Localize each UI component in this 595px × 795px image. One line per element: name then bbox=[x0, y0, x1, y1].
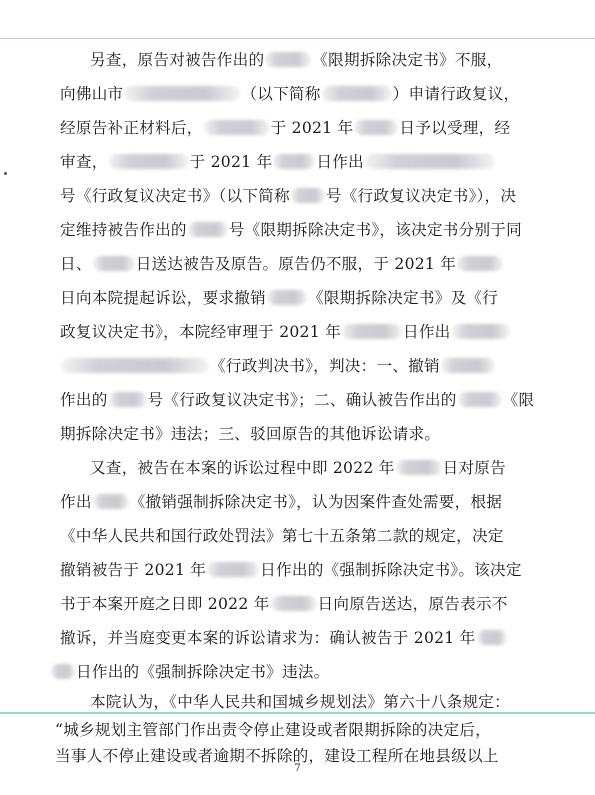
text-segment: 日对原告 bbox=[442, 459, 506, 477]
text-line bbox=[60, 388, 534, 412]
text-segment: 日作出的《强制拆除决定书》违法。 bbox=[76, 663, 330, 681]
text-line bbox=[60, 184, 516, 208]
text-segment: 《中华人民共和国行政处罚法》第七十五条第二款的规定，决定 bbox=[60, 527, 504, 545]
text-line bbox=[60, 82, 519, 106]
redaction bbox=[477, 630, 507, 645]
text-segment: 《限 bbox=[502, 391, 535, 409]
text-line bbox=[60, 626, 508, 650]
text-segment: 又查，被告在本案的诉讼过程中即 2022 年 bbox=[90, 459, 395, 477]
text-segment: 日作出的《强制拆除决定书》。该决定 bbox=[260, 561, 522, 579]
text-line bbox=[60, 524, 504, 548]
text-segment: 日向原告送达，原告表示不 bbox=[317, 595, 508, 613]
redaction bbox=[322, 86, 392, 101]
text-segment: 作出 bbox=[60, 493, 92, 511]
text-segment: （以下简称 bbox=[241, 85, 321, 103]
text-line bbox=[90, 690, 510, 714]
redaction bbox=[354, 120, 398, 135]
text-segment: 书于本案开庭之日即 2022 年 bbox=[60, 595, 270, 613]
text-line bbox=[60, 218, 522, 242]
redaction bbox=[396, 460, 442, 475]
redaction bbox=[271, 596, 317, 611]
redaction bbox=[267, 290, 307, 305]
text-line bbox=[90, 48, 502, 72]
redaction bbox=[61, 358, 209, 373]
text-segment: 于 2021 年 bbox=[189, 153, 273, 171]
text-segment: 定维持被告作出的 bbox=[60, 221, 187, 239]
text-segment: 审查， bbox=[60, 153, 108, 171]
text-segment: 另查，原告对被告作出的 bbox=[90, 51, 265, 69]
text-line bbox=[60, 354, 496, 378]
redaction bbox=[124, 86, 240, 101]
page-number: 7 bbox=[294, 763, 301, 774]
redaction bbox=[204, 120, 270, 135]
redaction bbox=[441, 358, 495, 373]
redaction bbox=[273, 154, 315, 169]
text-line bbox=[60, 150, 496, 174]
text-segment: 《撤销强制拆除决定书》，认为因案件查处需要，根据 bbox=[129, 493, 503, 511]
scan-edge-bottom bbox=[0, 712, 595, 714]
text-segment: 号《行政复议决定书》；二、确认被告作出的 bbox=[147, 391, 457, 409]
text-segment: 日向本院提起诉讼，要求撤销 bbox=[60, 289, 266, 307]
text-segment: 撤诉，并当庭变更本案的诉讼请求为：确认被告于 2021 年 bbox=[60, 629, 476, 647]
text-segment: 日作出 bbox=[316, 153, 364, 171]
text-segment: 号《行政复议决定书》），决 bbox=[325, 187, 517, 205]
text-line bbox=[60, 592, 508, 616]
text-line bbox=[60, 490, 502, 514]
text-segment: 号《限期拆除决定书》，该决定书分别于同 bbox=[228, 221, 522, 239]
text-segment: 于 2021 年 bbox=[270, 119, 354, 137]
text-line bbox=[60, 286, 498, 310]
text-line bbox=[90, 456, 506, 480]
redaction bbox=[365, 154, 495, 169]
redaction bbox=[93, 256, 135, 271]
text-segment: 期拆除决定书》违法；三、驳回原告的其他诉讼请求。 bbox=[60, 425, 441, 443]
redaction bbox=[452, 324, 510, 339]
text-segment: 经原告补正材料后， bbox=[60, 119, 203, 137]
text-line bbox=[60, 558, 522, 582]
text-segment: 本院认为，《中华人民共和国城乡规划法》第六十八条规定： bbox=[90, 693, 510, 711]
redaction bbox=[207, 562, 259, 577]
text-segment: 《限期拆除决定书》不服， bbox=[312, 51, 503, 69]
text-segment: 日作出 bbox=[402, 323, 451, 341]
text-line bbox=[60, 116, 510, 140]
text-segment: 作出的 bbox=[60, 391, 108, 409]
redaction bbox=[109, 392, 147, 407]
redaction bbox=[93, 494, 129, 509]
text-line bbox=[60, 320, 511, 344]
text-segment: 《限期拆除决定书》及《行 bbox=[307, 289, 499, 307]
redaction bbox=[265, 52, 311, 67]
text-segment: 号《行政复议决定书》（以下简称 bbox=[60, 187, 290, 205]
text-line bbox=[60, 252, 504, 276]
redaction bbox=[109, 154, 189, 169]
redaction bbox=[342, 324, 402, 339]
text-segment: 向佛山市 bbox=[60, 85, 124, 103]
text-segment: “城乡规划主管部门作出责令停止建设或者限期拆除的决定后， bbox=[55, 721, 492, 739]
text-line bbox=[55, 718, 491, 742]
text-segment: 当事人不停止建设或者逾期不拆除的，建设工程所在地县级以上 bbox=[55, 747, 499, 765]
redaction bbox=[51, 664, 75, 679]
text-segment: 日送达被告及原告。原告仍不服，于 2021 年 bbox=[135, 255, 457, 273]
redaction bbox=[291, 188, 325, 203]
redaction bbox=[458, 392, 502, 407]
text-line bbox=[60, 422, 440, 446]
text-segment: 政复议决定书》，本院经审理于 2021 年 bbox=[60, 323, 341, 341]
redaction bbox=[188, 222, 228, 237]
text-segment: 日予以受理，经 bbox=[399, 119, 511, 137]
text-segment: 《行政判决书》，判决：一、撤销 bbox=[210, 357, 440, 375]
text-segment: 撤销被告于 2021 年 bbox=[60, 561, 207, 579]
text-segment: 日、 bbox=[60, 255, 92, 273]
redaction bbox=[457, 256, 503, 271]
text-line bbox=[50, 660, 330, 684]
text-segment: ）申请行政复议， bbox=[392, 85, 520, 103]
